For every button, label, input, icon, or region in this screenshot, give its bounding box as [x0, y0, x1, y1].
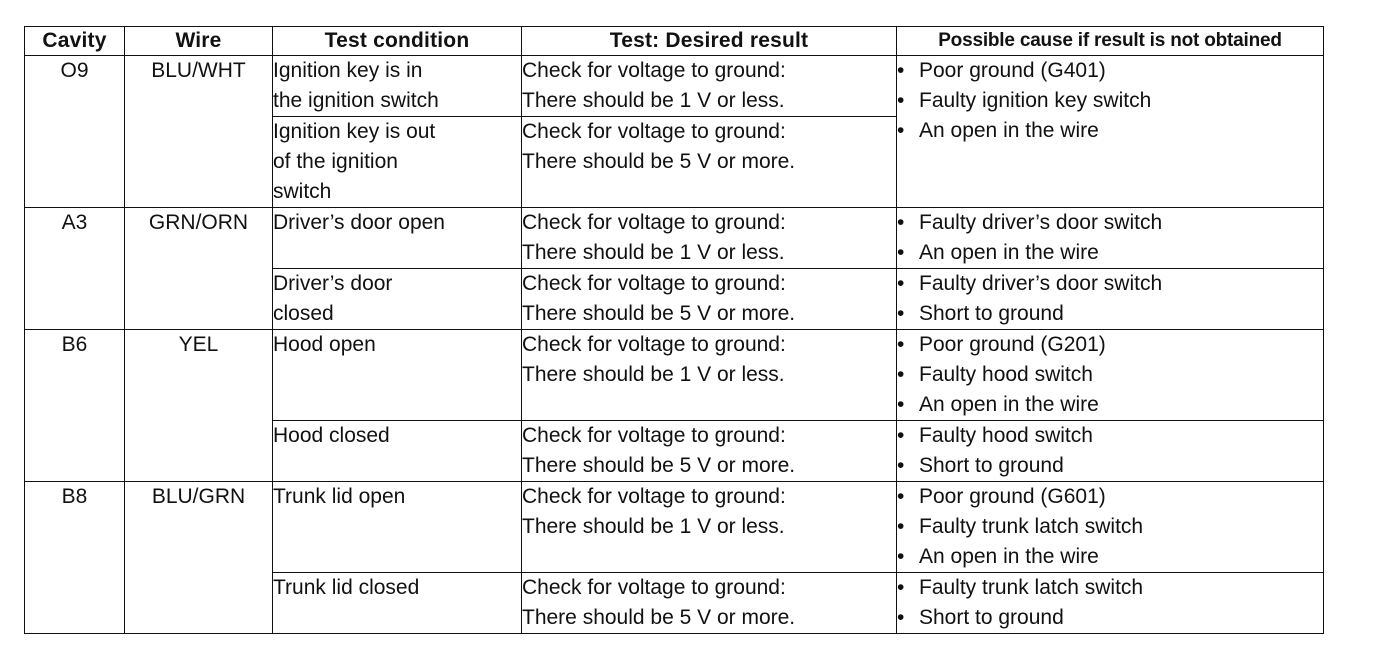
- condition-line: Driver’s door open: [273, 211, 445, 234]
- possible-cause-cell: [897, 269, 1324, 330]
- switch-test-table: [24, 26, 1324, 634]
- cavity-cell: B8: [25, 482, 125, 634]
- bullet-icon: •: [897, 424, 905, 447]
- condition-line: switch: [273, 180, 332, 203]
- result-line: There should be 5 V or more.: [522, 302, 796, 325]
- cause-item: [897, 573, 1323, 603]
- bullet-icon: •: [897, 363, 905, 386]
- cause-item: [897, 299, 1323, 329]
- result-line: Check for voltage to ground:: [522, 333, 786, 356]
- bullet-icon: •: [897, 272, 905, 295]
- bullet-icon: •: [897, 119, 905, 142]
- cause-item: [897, 238, 1323, 268]
- cause-list: [897, 330, 1323, 420]
- bullet-icon: •: [897, 59, 905, 82]
- result-line: Check for voltage to ground:: [522, 59, 786, 82]
- header-cavity: Cavity: [25, 27, 125, 56]
- header-desired-result: Test: Desired result: [522, 27, 897, 56]
- desired-result-cell: [522, 117, 897, 208]
- desired-result-cell: [522, 421, 897, 482]
- test-condition-cell: [273, 269, 522, 330]
- result-line: There should be 5 V or more.: [522, 150, 796, 173]
- cause-text: Short to ground: [919, 606, 1064, 629]
- desired-result-cell: [522, 208, 897, 269]
- desired-result-cell: [522, 573, 897, 634]
- result-line: There should be 1 V or less.: [522, 515, 785, 538]
- header-possible-cause: Possible cause if result is not obtained: [897, 27, 1324, 56]
- bullet-icon: •: [897, 545, 905, 568]
- possible-cause-cell: [897, 573, 1324, 634]
- cause-item: [897, 542, 1323, 572]
- condition-line: the ignition switch: [273, 89, 439, 112]
- desired-result-cell: [522, 269, 897, 330]
- wire-cell: BLU/WHT: [125, 56, 273, 208]
- result-line: Check for voltage to ground:: [522, 120, 786, 143]
- cause-list: [897, 482, 1323, 572]
- possible-cause-cell: [897, 56, 1324, 208]
- cause-item: [897, 512, 1323, 542]
- cause-text: Faulty hood switch: [919, 424, 1093, 447]
- cause-text: An open in the wire: [919, 393, 1099, 416]
- result-line: Check for voltage to ground:: [522, 211, 786, 234]
- cavity-cell: B6: [25, 330, 125, 482]
- condition-line: Ignition key is out: [273, 120, 436, 143]
- cause-text: Faulty ignition key switch: [919, 89, 1152, 112]
- bullet-icon: •: [897, 606, 905, 629]
- cause-item: [897, 603, 1323, 633]
- table-row: [25, 330, 1324, 421]
- bullet-icon: •: [897, 89, 905, 112]
- condition-line: Driver’s door: [273, 272, 393, 295]
- cause-text: Poor ground (G601): [919, 485, 1106, 508]
- cause-text: Faulty trunk latch switch: [919, 515, 1144, 538]
- cause-text: Poor ground (G201): [919, 333, 1106, 356]
- cause-item: [897, 482, 1323, 512]
- table-row: [25, 56, 1324, 117]
- test-condition-cell: [273, 208, 522, 269]
- condition-line: Trunk lid closed: [273, 576, 420, 599]
- cause-text: Faulty driver’s door switch: [919, 272, 1163, 295]
- cause-text: Faulty hood switch: [919, 363, 1093, 386]
- condition-line: Ignition key is in: [273, 59, 423, 82]
- bullet-icon: •: [897, 576, 905, 599]
- cause-item: [897, 208, 1323, 238]
- cause-text: Poor ground (G401): [919, 59, 1106, 82]
- cause-text: An open in the wire: [919, 241, 1099, 264]
- table-body: [25, 56, 1324, 634]
- result-line: There should be 5 V or more.: [522, 606, 796, 629]
- possible-cause-cell: [897, 421, 1324, 482]
- cause-text: Faulty driver’s door switch: [919, 211, 1163, 234]
- cause-item: [897, 56, 1323, 86]
- test-condition-cell: [273, 56, 522, 117]
- possible-cause-cell: [897, 208, 1324, 269]
- test-condition-cell: [273, 421, 522, 482]
- cause-item: [897, 390, 1323, 420]
- cause-item: [897, 451, 1323, 481]
- desired-result-cell: [522, 482, 897, 573]
- result-line: There should be 1 V or less.: [522, 89, 785, 112]
- result-line: Check for voltage to ground:: [522, 485, 786, 508]
- cavity-cell: O9: [25, 56, 125, 208]
- cause-list: [897, 269, 1323, 329]
- cause-text: Short to ground: [919, 454, 1064, 477]
- cause-item: [897, 421, 1323, 451]
- bullet-icon: •: [897, 241, 905, 264]
- result-line: There should be 1 V or less.: [522, 363, 785, 386]
- test-condition-cell: [273, 482, 522, 573]
- header-row: [25, 27, 1324, 56]
- cause-list: [897, 573, 1323, 633]
- cause-item: [897, 86, 1323, 116]
- result-line: There should be 5 V or more.: [522, 454, 796, 477]
- wire-cell: YEL: [125, 330, 273, 482]
- cause-text: Short to ground: [919, 302, 1064, 325]
- bullet-icon: •: [897, 302, 905, 325]
- condition-line: Hood closed: [273, 424, 390, 447]
- result-line: Check for voltage to ground:: [522, 424, 786, 447]
- condition-line: Trunk lid open: [273, 485, 406, 508]
- cause-text: Faulty trunk latch switch: [919, 576, 1144, 599]
- condition-line: of the ignition: [273, 150, 398, 173]
- possible-cause-cell: [897, 482, 1324, 573]
- cause-item: [897, 330, 1323, 360]
- test-condition-cell: [273, 330, 522, 421]
- table-row: [25, 208, 1324, 269]
- table-row: [25, 482, 1324, 573]
- wire-cell: GRN/ORN: [125, 208, 273, 330]
- result-line: Check for voltage to ground:: [522, 272, 786, 295]
- test-condition-cell: [273, 117, 522, 208]
- bullet-icon: •: [897, 515, 905, 538]
- cause-list: [897, 421, 1323, 481]
- result-line: Check for voltage to ground:: [522, 576, 786, 599]
- cause-list: [897, 208, 1323, 268]
- bullet-icon: •: [897, 393, 905, 416]
- desired-result-cell: [522, 330, 897, 421]
- bullet-icon: •: [897, 485, 905, 508]
- cavity-cell: A3: [25, 208, 125, 330]
- header-test-condition: Test condition: [273, 27, 522, 56]
- cause-text: An open in the wire: [919, 545, 1099, 568]
- cause-item: [897, 360, 1323, 390]
- header-wire: Wire: [125, 27, 273, 56]
- condition-line: Hood open: [273, 333, 376, 356]
- result-line: There should be 1 V or less.: [522, 241, 785, 264]
- bullet-icon: •: [897, 333, 905, 356]
- cause-text: An open in the wire: [919, 119, 1099, 142]
- cause-item: [897, 269, 1323, 299]
- possible-cause-cell: [897, 330, 1324, 421]
- wire-cell: BLU/GRN: [125, 482, 273, 634]
- bullet-icon: •: [897, 454, 905, 477]
- bullet-icon: •: [897, 211, 905, 234]
- cause-list: [897, 56, 1323, 146]
- test-condition-cell: [273, 573, 522, 634]
- condition-line: closed: [273, 302, 334, 325]
- desired-result-cell: [522, 56, 897, 117]
- cause-item: [897, 116, 1323, 146]
